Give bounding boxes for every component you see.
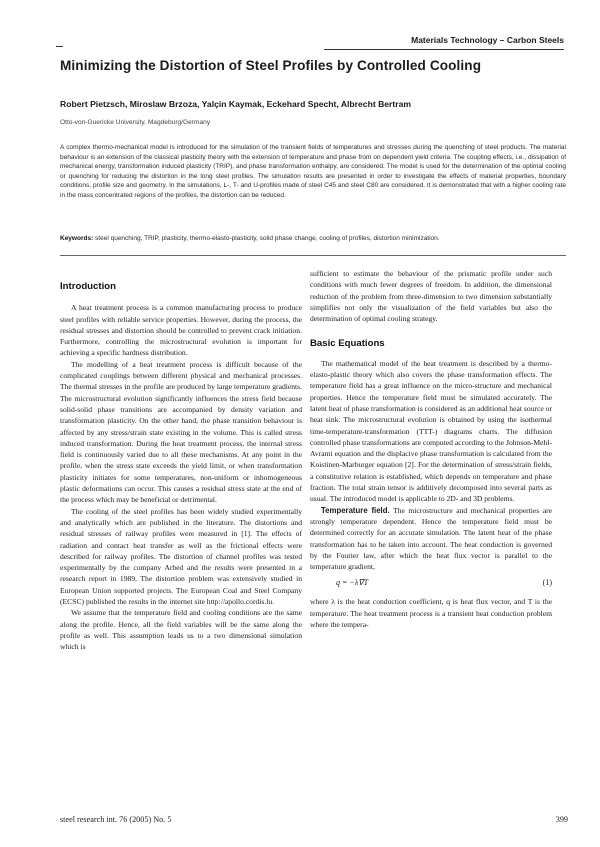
keywords-text: steel quenching, TRIP, plasticity, thermo-elasto-plasticity, solid phase change, cooling of profiles, distortion minimization. xyxy=(95,235,440,242)
temperature-field-paragraph xyxy=(310,505,552,573)
article-affiliation: Otto-von-Guericke University, Magdeburg/Germany xyxy=(60,119,211,126)
header-dash-divider xyxy=(56,46,63,47)
basic-equations-heading: Basic Equations xyxy=(310,338,385,350)
introduction-heading: Introduction xyxy=(60,281,116,292)
equation-body: q = −λ∇T xyxy=(336,578,369,588)
left-column xyxy=(60,281,302,653)
basic-equations-paragraph: The mathematical model of the heat treatment is described by a thermo-elasto-plastic theory which also covers the phase transformation effects. The temperature field has a great influence on the micro-structure and mechanical properties. Hence the temperature field must be simulated accurately. The latent heat of phase transformation is considered as an additional heat source or heat sink. The microstructural evolution is obtained by using the isothermal time-temperature-transformation (TTT-) diagrams charts. The diffusion controlled phase transformations are computed according to the Johnson-Mehl-Avrami equation and the displacive phase transformation is calculated from the Koistinen-Marburger equation [2]. For the determination of stress/strain fields, a constitutive relation is established, which depends on temperature and phase fraction. The total strain tensor is additively decomposed into several parts as usual. The introduced model is applicable to 2D- and 3D problems. xyxy=(310,358,552,504)
intro-paragraph: The modelling of a heat treatment process is difficult because of the complicated couplings between different physical and mechanical processes. The thermal stresses in the profile are produced by large temperature gradients. The microstructural evolution significantly influences the stress field because solid-solid phase transitions are accompanied by density variation and transformation plasticity. On the other hand, the phase transition behaviour is affected by any stress/strain state existing in the volume. This is called stress induced transformation. During the heat treatment process, the internal stress field is continuously varied due to all these mechanisms. At any point in the profile, when the stress state exceeds the yield limit, or when transformation plasticity initiates for some temperatures, non-uniform or inhomogeneous plastic deformations can occur. This causes a residual stress state at the end of the process which may be beneficial or detrimental. xyxy=(60,359,302,505)
equation-1 xyxy=(310,577,552,591)
keywords-line xyxy=(60,235,566,242)
article-title: Minimizing the Distortion of Steel Profiles by Controlled Cooling xyxy=(60,58,482,73)
intro-paragraph: We assume that the temperature field and cooling conditions are the same along the profile. Hence, all the field variables will be the same along the profile as well. This assumption leads us to a two dimensional simulation which is xyxy=(60,608,302,652)
after-equation-paragraph: where λ is the heat conduction coefficient, q is heat flux vector, and T is the temperature. The heat treatment process is a transient heat conduction problem where the tempera- xyxy=(310,597,552,630)
article-authors: Robert Pietzsch, Miroslaw Brzoza, Yalçin Kaymak, Eckehard Specht, Albrecht Bertram xyxy=(60,99,412,109)
equation-number: (1) xyxy=(542,578,552,588)
intro-continuation: sufficient to estimate the behaviour of the prismatic profile under such conditions with much fewer degrees of freedom. In addition, the dimensional reduction of the problem from three-dimension to two dimension substantially simplifies not only the visualization of the field variables but also the determination of optimal cooling strategy. xyxy=(310,269,552,324)
abstract-divider xyxy=(60,255,566,256)
intro-paragraph: The cooling of the steel profiles has been widely studied experimentally and analytically which are published in the literature. The distortions and residual stresses of railway profiles were measured in [1]. The effects of radiation and contact heat transfer as well as the frictional effects were described for railway profiles. The distortion of channel profiles was tested experimentally by the company Arbed and the results were presented in a research report in 1989. The distortion problem was extensively studied in European Union supported projects. The European Coal and Steel Company (ECSC) published the results in the internet site http://apollo.cordis.lu. xyxy=(60,506,302,607)
keywords-label: Keywords: xyxy=(60,235,94,242)
page-number: 399 xyxy=(555,815,568,824)
journal-footer: steel research int. 76 (2005) No. 5 xyxy=(60,815,172,824)
temperature-field-lead: Temperature field. xyxy=(321,505,390,515)
temperature-field-text: The microstructure and mechanical properties are strongly temperature dependent. Hence the temperature field must be determined correctly for an accurate simulation. The latent heat of the phase transformation has to be taken into account. The heat conduction is governed by the Fourier law, after which the heat flux vector is parallel to the temperature gradient, xyxy=(310,505,553,572)
right-column xyxy=(310,268,552,630)
intro-paragraph: A heat treatment process is a common manufacturing process to produce steel profiles with reliable service properties. However, during the process, the residual stresses and distortion should be controlled to prevent crack initiation. Furthermore, controlling the microstructural evolution is important for achieving a specific hardness distribution. xyxy=(60,303,302,358)
header-rule-divider xyxy=(324,49,564,50)
section-header: Materials Technology – Carbon Steels xyxy=(411,35,564,45)
article-abstract: A complex thermo-mechanical model is introduced for the simulation of the transient fields of temperatures and stresses during the quenching of steel products. The material behaviour is an extension of the classical plasticity theory with the extension of temperature and phase from on dependent yield criteria. The coupling effects, i.e., dissipation of mechanical energy, transformation induced plasticity (TRIP), and phase transformation enthalpy, are considered. The model is used for the determination of the optimal cooling or quenching for reducing the distortion in the long steel profiles. The simulation results are presented in order to investigate the effects of material properties, boundary conditions, profile size and geometry. In the simulations, L-, T- and U-profiles made of steel C45 and steel C80 are considered. It is demonstrated that with a higher cooling rate in the mass concentrated regions of the profiles, the distortion can be reduced. xyxy=(60,144,566,199)
